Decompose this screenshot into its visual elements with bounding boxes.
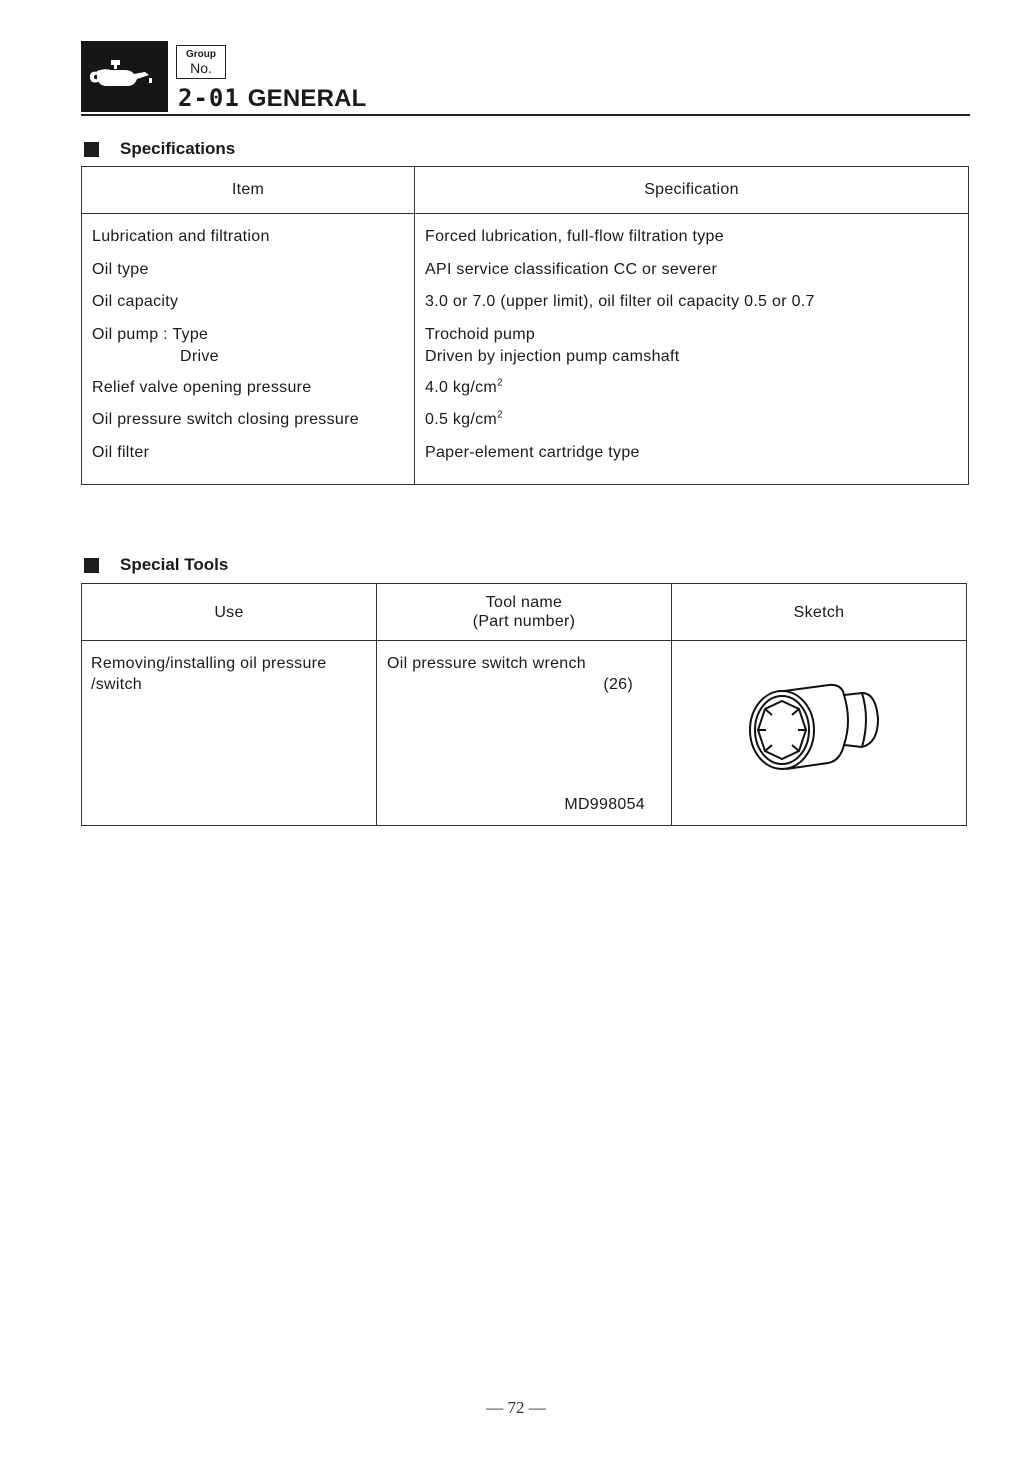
tool-use-cell (82, 641, 377, 826)
spec-cell-main: Trochoid pump (425, 325, 536, 343)
group-label: Group (186, 49, 216, 60)
page-title (178, 84, 367, 113)
tool-name: Oil pressure switch wrench (387, 655, 586, 672)
item-cell (92, 324, 414, 377)
specification-column (415, 214, 969, 485)
specifications-heading (84, 139, 235, 159)
group-title: GENERAL (247, 85, 367, 112)
item-cell-sub: Drive (180, 347, 219, 365)
item-column (82, 214, 415, 485)
column-header-tool-name (377, 584, 672, 641)
tool-use-line: /switch (91, 676, 142, 693)
spec-cell-sub: Driven by injection pump camshaft (425, 347, 680, 365)
specifications-table (81, 166, 969, 485)
page-number: — 72 — (486, 1398, 546, 1417)
special-tools-table (81, 583, 967, 826)
column-header-sketch: Sketch (672, 584, 967, 641)
special-tools-heading (84, 555, 228, 575)
title-divider (81, 114, 970, 116)
oil-can-icon (81, 41, 168, 112)
spec-superscript: 2 (497, 377, 503, 389)
tool-name-header: Tool name (485, 594, 563, 611)
spec-cell: Paper-element cartridge type (425, 443, 640, 461)
square-bullet-icon (84, 558, 99, 573)
group-number: 2-01 (178, 84, 240, 112)
table-header-row (82, 584, 967, 641)
column-header-item: Item (82, 167, 415, 214)
column-header-specification: Specification (415, 167, 969, 214)
item-cell: Oil filter (92, 443, 150, 461)
spec-value: 4.0 kg/cm (425, 378, 498, 396)
item-cell: Oil pressure switch closing pressure (92, 411, 359, 428)
spec-value: 0.5 kg/cm (425, 411, 498, 428)
item-cell-main: Oil pump : Type (92, 325, 209, 343)
special-tools-heading-text: Special Tools (120, 555, 229, 574)
spec-cell (425, 409, 968, 442)
oil-can-icon-box (81, 41, 168, 112)
no-label: No. (190, 60, 212, 76)
sketch-cell (672, 641, 967, 826)
spec-cell: Forced lubrication, full-flow filtration type (425, 228, 724, 245)
column-header-use: Use (82, 584, 377, 641)
item-cell: Lubrication and filtration (92, 228, 270, 245)
part-number: MD998054 (564, 796, 645, 813)
spec-cell (425, 377, 968, 410)
part-number-header: (Part number) (472, 613, 576, 630)
group-number-box (176, 45, 226, 79)
tool-size: (26) (603, 676, 633, 693)
item-cell: Oil capacity (92, 293, 179, 310)
tool-use-line: Removing/installing oil pressure (91, 655, 327, 672)
spec-superscript: 2 (497, 409, 503, 421)
table-row (82, 214, 969, 485)
socket-wrench-icon (744, 681, 884, 776)
spec-cell (425, 324, 968, 377)
square-bullet-icon (84, 142, 99, 157)
table-row (82, 641, 967, 826)
tool-name-cell (377, 641, 672, 826)
item-cell: Relief valve opening pressure (92, 378, 312, 396)
spec-cell: API service classification CC or severer (425, 260, 718, 278)
spec-cell: 3.0 or 7.0 (upper limit), oil filter oil capacity 0.5 or 0.7 (425, 293, 815, 310)
item-cell: Oil type (92, 260, 149, 278)
table-header-row (82, 167, 969, 214)
specifications-heading-text: Specifications (120, 139, 236, 158)
